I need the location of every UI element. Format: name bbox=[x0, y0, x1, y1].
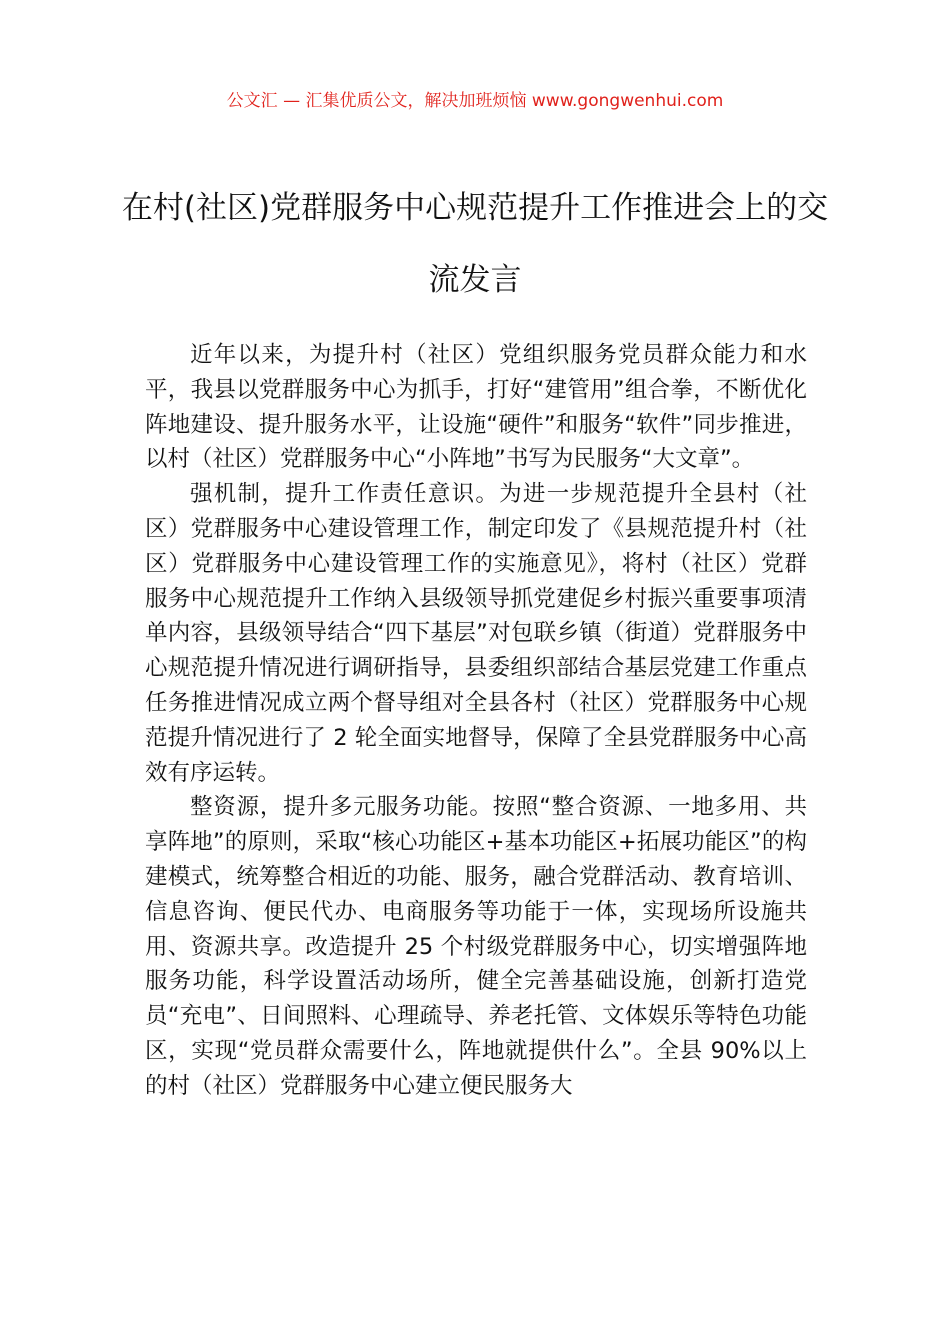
paragraph: 整资源，提升多元服务功能。按照“整合资源、一地多用、共享阵地”的原则，采取“核心功能区+基本功能区+拓展功能区”的构建模式，统筹整合相近的功能、服务，融合党群活动、教育培训、信息咨询、便民代办、电商服务等功能于一体，实现场所设施共用、资源共享。改造提升 25 个村级党群服务中心，切实增强阵地服务功能，科学设置活动场所，健全完善基础设施，创新打造党员“充电”、日间照料、心理疏导、养老托管、文体娱乐等特色功能区，实现“党员群众需要什么，阵地就提供什么”。全县 90%以上的村（社区）党群服务中心建立便民服务大 bbox=[145, 794, 807, 1099]
document-title: 在村(社区)党群服务中心规范提升工作推进会上的交流发言 bbox=[121, 190, 829, 298]
header-banner: 公文汇 — 汇集优质公文，解决加班烦恼 www.gongwenhui.com bbox=[226, 91, 724, 111]
paragraph: 强机制，提升工作责任意识。为进一步规范提升全县村（社区）党群服务中心建设管理工作，制定印发了《县规范提升村（社区）党群服务中心建设管理工作的实施意见》，将村（社区）党群服务中心规范提升工作纳入县级领导抓党建促乡村振兴重要事项清单内容，县级领导结合“四下基层”对包联乡镇（街道）党群服务中心规范提升情况进行调研指导，县委组织部结合基层党建工作重点任务推进情况成立两个督导组对全县各村（社区）党群服务中心规范提升情况进行了 2 轮全面实地督导，保障了全县党群服务中心高效有序运转。 bbox=[145, 481, 807, 786]
paragraph: 近年以来，为提升村（社区）党组织服务党员群众能力和水平，我县以党群服务中心为抓手，打好“建管用”组合拳，不断优化阵地建设、提升服务水平，让设施“硬件”和服务“软件”同步推进，以村（社区）党群服务中心“小阵地”书写为民服务“大文章”。 bbox=[145, 342, 807, 473]
document-body bbox=[145, 338, 807, 1104]
